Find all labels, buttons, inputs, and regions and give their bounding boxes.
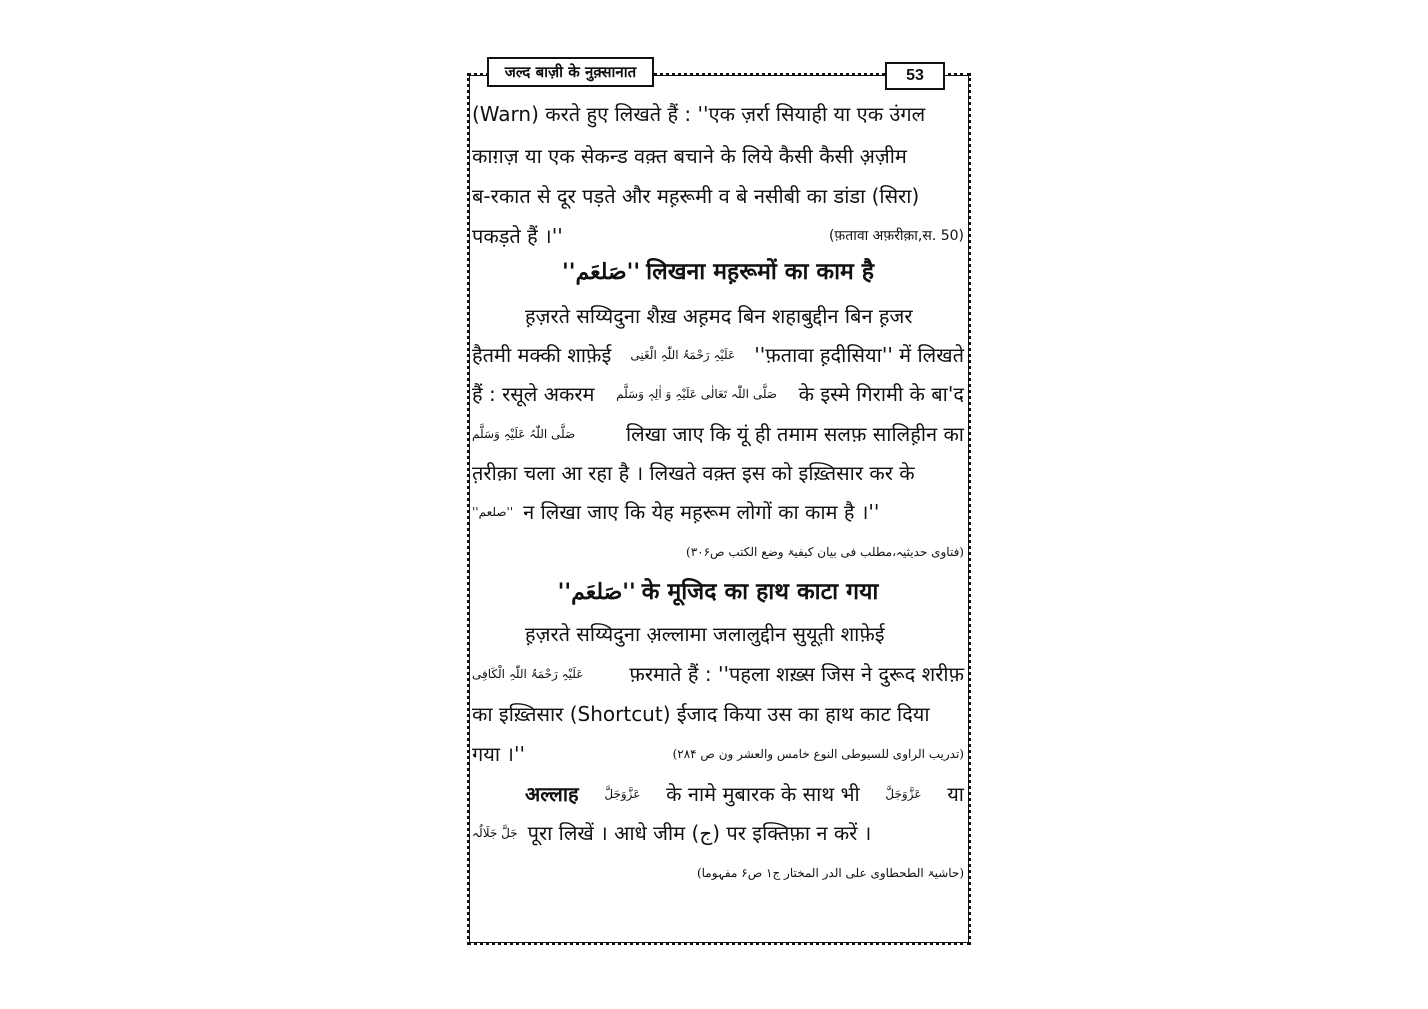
citation-line bbox=[472, 537, 964, 567]
text-line bbox=[525, 779, 964, 809]
text-segment: के इस्मे गिरामी के बा'द bbox=[798, 382, 964, 406]
text-segment: अल्लाह bbox=[525, 782, 579, 806]
arabic-text: عَلَیْہِ رَحْمَۃُ اللّٰہِ الْغَنِی bbox=[630, 348, 736, 362]
arabic-text: (تدریب الراوی للسیوطی النوع خامس والعشر ون ص ۲۸۴) bbox=[672, 747, 964, 761]
text-segment: न लिखा जाए कि येह मह़रूम लोगों का काम है ।'' bbox=[523, 500, 880, 524]
text-segment: हैतमी मक्की शाफ़ेई bbox=[472, 343, 612, 367]
text-line bbox=[472, 458, 964, 488]
text-line bbox=[472, 340, 964, 370]
text-segment: पूरा लिखें । आधे जीम (ج) पर इक्तिफ़ा न करें । bbox=[527, 821, 872, 845]
text-line bbox=[472, 99, 964, 129]
text-segment: ''फ़तावा ह़दीसिया'' में लिखते bbox=[754, 343, 964, 367]
text-segment: पकड़ते हैं ।'' bbox=[472, 224, 563, 248]
arabic-text: (حاشیۃ الطحطاوی علی الدر المختار ج۱ ص۶ مفہوما) bbox=[696, 866, 964, 880]
arabic-text: عَزَّوَجَلَّ bbox=[885, 787, 922, 801]
text-segment: के नामे मुबारक के साथ भी bbox=[666, 782, 860, 806]
arabic-text: ''صَلعَم'' bbox=[561, 259, 641, 285]
text-line bbox=[472, 699, 964, 729]
text-line bbox=[472, 497, 964, 527]
arabic-text: جَلَّ جَلَالُہ bbox=[472, 826, 518, 840]
text-segment: ब-रकात से दूर पड़ते और मह़रूमी व बे नसीबी का डांडा (सिरा) bbox=[472, 184, 920, 208]
text-segment: ह़ज़रते सय्यिदुना शैख़ अह़मद बिन शहाबुद्दीन बिन ह़जर bbox=[525, 304, 913, 328]
text-segment: फ़रमाते हैं : ''पहला शख़्स जिस ने दुरूद शरीफ़ bbox=[629, 662, 964, 686]
text-line bbox=[472, 141, 964, 171]
text-line bbox=[472, 739, 964, 769]
text-line bbox=[472, 379, 964, 409]
text-segment: लिखा जाए कि यूं ही तमाम सलफ़ सालिह़ीन का bbox=[625, 422, 964, 446]
text-line bbox=[472, 818, 964, 848]
text-segment: ह़ज़रते सय्यिदुना अ़ल्लामा जलालुद्दीन सुयूत़ी शाफ़ेई bbox=[525, 622, 885, 646]
text-segment: का इख़्तिसार (Shortcut) ईजाद किया उस का हाथ काट दिया bbox=[472, 702, 930, 726]
text-line bbox=[472, 419, 964, 449]
text-segment: हैं : रसूले अकरम bbox=[472, 382, 595, 406]
section-heading bbox=[472, 577, 964, 607]
page-number: 53 bbox=[885, 62, 945, 90]
text-line bbox=[472, 659, 964, 689]
text-segment: लिखना मह़रूमों का काम है bbox=[646, 259, 875, 285]
text-line bbox=[472, 181, 964, 211]
text-segment: या bbox=[947, 782, 964, 806]
arabic-text: صَلَّی اللّٰہُ عَلَیْہِ وَسَلَّم bbox=[472, 427, 576, 441]
citation: (फ़तावा अफ़रीक़ा,स. 50) bbox=[828, 228, 964, 244]
text-line bbox=[472, 221, 964, 251]
text-segment: त़रीक़ा चला आ रहा है । लिखते वक़्त इस को इख़्तिसार कर के bbox=[472, 461, 915, 485]
section-heading bbox=[472, 257, 964, 287]
text-segment: (Warn) करते हुए लिखते हैं : ''एक ज़र्रा सियाही या एक उंगल bbox=[472, 102, 926, 126]
text-segment: गया ।'' bbox=[472, 742, 525, 766]
running-header-title: जल्द बाज़ी के नुक़्सानात bbox=[487, 57, 654, 87]
arabic-text: عَلَیْہِ رَحْمَۃُ اللّٰہِ الْکَافِی bbox=[472, 667, 584, 681]
text-segment: के मूजिद का हाथ काटा गया bbox=[641, 579, 879, 605]
arabic-text: صَلَّی اللّٰہ تَعَالٰی عَلَیْہِ وَ اٰلِہٖ وَسَلَّم bbox=[616, 387, 777, 401]
text-line bbox=[525, 619, 964, 649]
text-segment: काग़ज़ या एक सेकन्ड वक़्त बचाने के लिये कैसी कैसी अ़ज़ीम bbox=[472, 144, 907, 168]
text-line bbox=[525, 301, 964, 331]
arabic-text: ''صَلعَم'' bbox=[557, 579, 636, 605]
arabic-text: عَزَّوَجَلَّ bbox=[604, 787, 641, 801]
arabic-text: ''صلعم'' bbox=[472, 505, 514, 519]
arabic-text: (فتاوی حدیثیہ،مطلب فی بیان کیفیۃ وضع الکتب ص۳۰۶) bbox=[686, 545, 964, 559]
citation-line bbox=[472, 858, 964, 888]
